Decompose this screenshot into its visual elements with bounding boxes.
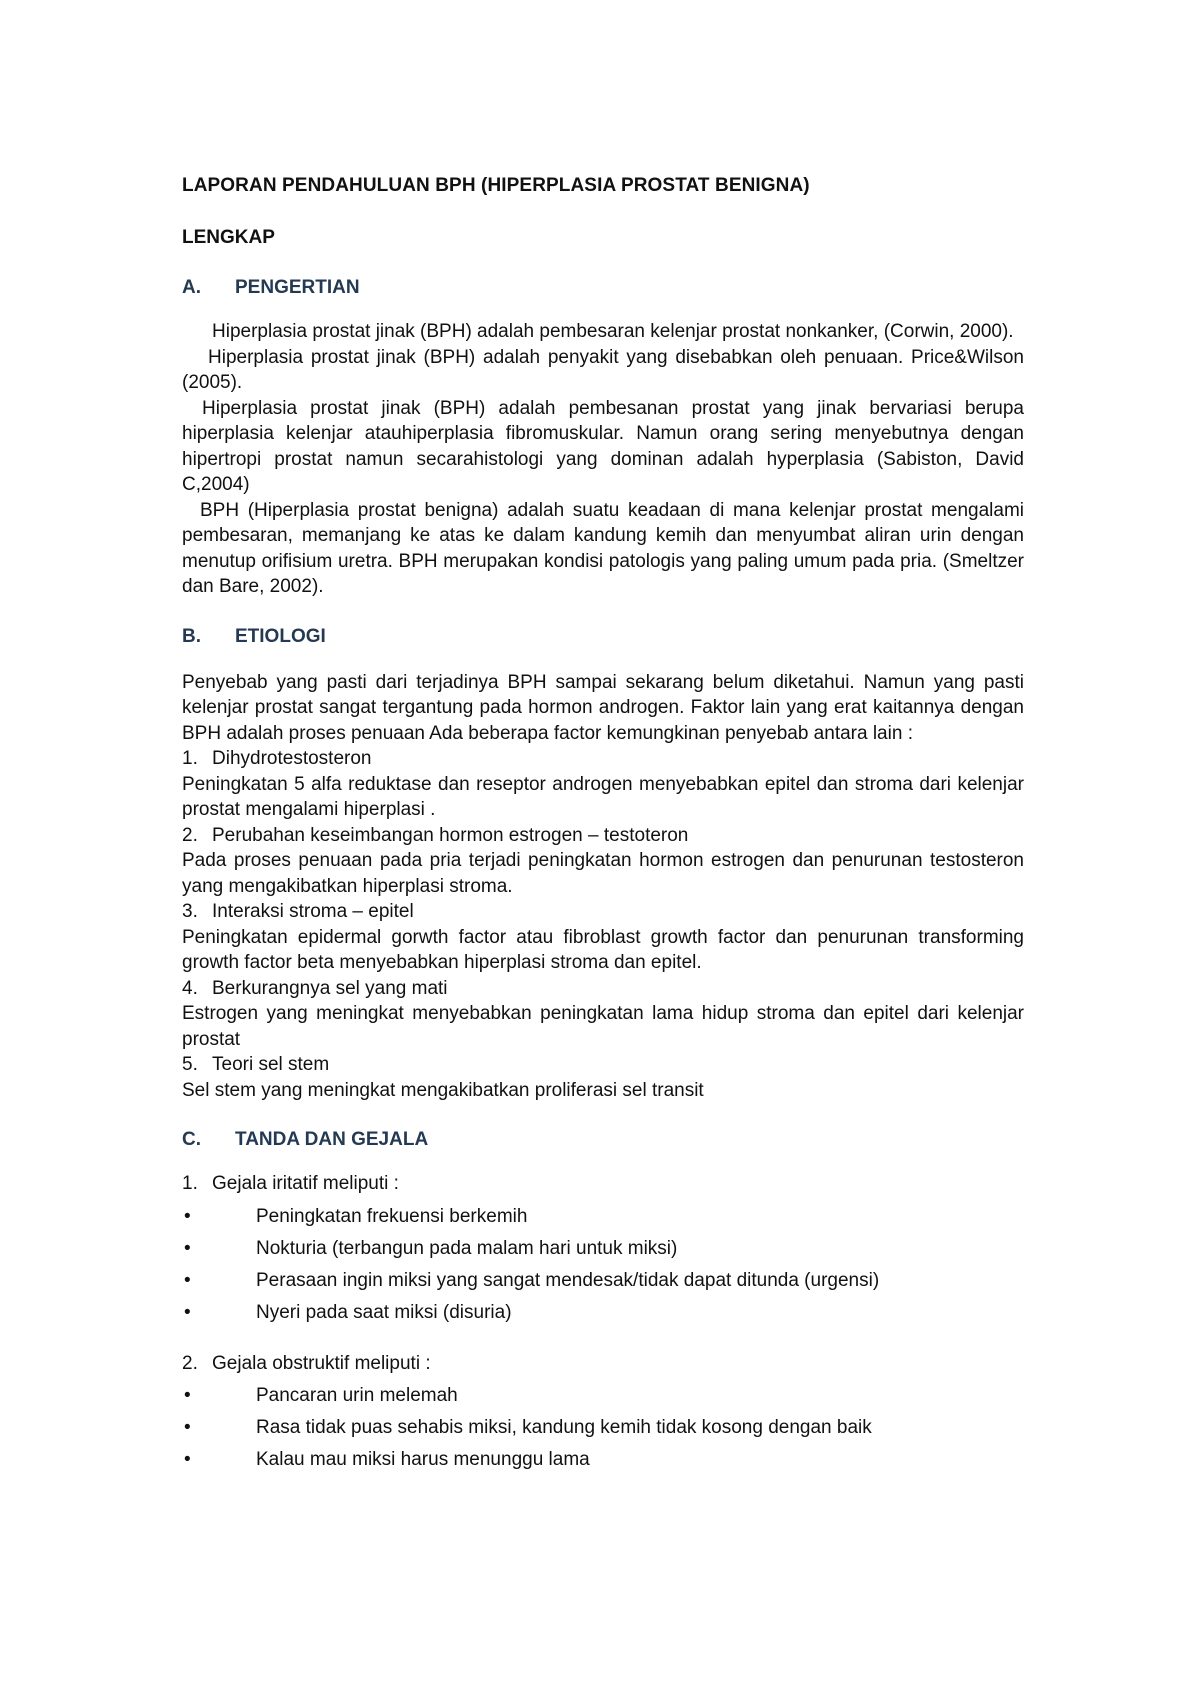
list-item-text: Perasaan ingin miksi yang sangat mendesak/tidak dapat ditunda (urgensi): [256, 1269, 880, 1291]
section-b-letter: B.: [182, 625, 201, 647]
etiology-item-desc: Pada proses penuaan pada pria terjadi peningkatan hormon estrogen dan penurunan testosteron yang mengakibatkan hiperplasi stroma.: [182, 850, 1024, 897]
document-title: LAPORAN PENDAHULUAN BPH (HIPERPLASIA PROSTAT BENIGNA): [182, 175, 810, 196]
bullet-icon: •: [184, 1269, 191, 1291]
bullet-icon: •: [184, 1385, 191, 1406]
etiology-item-desc: Peningkatan epidermal gorwth factor atau fibroblast growth factor dan penurunan transforming growth factor beta menyebabkan hiperplasi stroma dan epitel.: [182, 926, 1024, 973]
bullet-icon: •: [184, 1237, 191, 1259]
bullet-icon: •: [184, 1417, 191, 1438]
section-c-title: TANDA DAN GEJALA: [235, 1129, 429, 1150]
section-a-letter: A.: [182, 277, 201, 298]
section-a-title: PENGERTIAN: [235, 277, 360, 298]
section-b-body: [182, 670, 1024, 1104]
etiology-item-title: [182, 899, 1024, 925]
etiology-item-desc: Peningkatan 5 alfa reduktase dan reseptor androgen menyebabkan epitel dan stroma dari kelenjar prostat mengalami hiperplasi .: [182, 773, 1024, 820]
section-b-title: ETIOLOGI: [235, 625, 326, 647]
symptom-group-irritative: [182, 1171, 1024, 1329]
definition-paragraph: Hiperplasia prostat jinak (BPH) adalah penyakit yang disebabkan oleh penuaan. Price&Wilson (2005).: [182, 346, 1024, 393]
etiology-item-title: [182, 976, 1024, 1002]
item-number: 1.: [182, 748, 198, 769]
list-item: [182, 1265, 1024, 1297]
list-item: [182, 1297, 1024, 1329]
section-c-body: [182, 1171, 1024, 1476]
group-number: 2.: [182, 1352, 198, 1374]
group-title-text: Gejala iritatif meliputi :: [212, 1173, 399, 1194]
list-item-text: Nyeri pada saat miksi (disuria): [256, 1301, 512, 1323]
list-item: [182, 1233, 1024, 1265]
symptom-list: [182, 1380, 1024, 1476]
group-title-text: Gejala obstruktif meliputi :: [212, 1352, 431, 1374]
etiology-item-desc: Estrogen yang meningkat menyebabkan peningkatan lama hidup stroma dan epitel dari kelenjar prostat: [182, 1003, 1024, 1050]
list-item-text: Rasa tidak puas sehabis miksi, kandung kemih tidak kosong dengan baik: [256, 1417, 872, 1438]
section-c-letter: C.: [182, 1129, 201, 1150]
list-item-text: Kalau mau miksi harus menunggu lama: [256, 1449, 590, 1470]
item-title-text: Berkurangnya sel yang mati: [212, 977, 448, 999]
section-a-body: [182, 319, 1024, 600]
group-number: 1.: [182, 1173, 198, 1194]
definition-paragraph: Hiperplasia prostat jinak (BPH) adalah pembesanan prostat yang jinak bervariasi berupa hiperplasia kelenjar atauhiperplasia fibromuskular. Namun orang sering menyebutnya dengan hipertropi prostat namun secarahistologi yang dominan adalah hyperplasia (Sabiston, David C,2004): [182, 397, 1024, 495]
etiology-intro: Penyebab yang pasti dari terjadinya BPH sampai sekarang belum diketahui. Namun yang pasti kelenjar prostat sangat tergantung pada hormon androgen. Faktor lain yang erat kaitannya dengan BPH adalah proses penuaan Ada beberapa factor kemungkinan penyebab antara lain :: [182, 671, 1024, 744]
item-number: 5.: [182, 1054, 198, 1075]
etiology-item-desc: Sel stem yang meningkat mengakibatkan proliferasi sel transit: [182, 1079, 704, 1101]
bullet-icon: •: [184, 1301, 191, 1323]
symptom-group-title: [182, 1351, 1024, 1377]
list-item-text: Nokturia (terbangun pada malam hari untuk miksi): [256, 1237, 678, 1259]
definition-paragraph: BPH (Hiperplasia prostat benigna) adalah suatu keadaan di mana kelenjar prostat mengalami pembesaran, memanjang ke atas ke dalam kandung kemih dan menyumbat aliran urin dengan menutup orifisium uretra. BPH merupakan kondisi patologis yang paling umum pada pria. (Smeltzer dan Bare, 2002).: [182, 499, 1024, 597]
bullet-icon: •: [184, 1205, 191, 1227]
list-item-text: Pancaran urin melemah: [256, 1385, 458, 1406]
item-title-text: Dihydrotestosteron: [212, 748, 372, 769]
item-number: 4.: [182, 977, 198, 999]
list-item: [182, 1201, 1024, 1233]
symptom-group-obstructive: [182, 1351, 1024, 1477]
list-item: [182, 1444, 1024, 1476]
item-number: 3.: [182, 901, 198, 922]
document-subtitle: LENGKAP: [182, 227, 275, 248]
item-title-text: Interaksi stroma – epitel: [212, 901, 414, 922]
document-page: [182, 173, 1024, 1476]
bullet-icon: •: [184, 1449, 191, 1470]
etiology-item-title: [182, 823, 1024, 849]
item-title-text: Perubahan keseimbangan hormon estrogen – testoteron: [212, 824, 689, 846]
list-item: [182, 1412, 1024, 1444]
etiology-item-title: [182, 746, 1024, 772]
definition-paragraph: Hiperplasia prostat jinak (BPH) adalah pembesaran kelenjar prostat nonkanker, (Corwin, 2000).: [212, 321, 1014, 342]
list-item-text: Peningkatan frekuensi berkemih: [256, 1205, 528, 1227]
section-c-heading: [182, 1127, 1024, 1153]
section-a-heading: [182, 275, 1024, 301]
etiology-item-title: [182, 1052, 1024, 1078]
item-number: 2.: [182, 824, 198, 846]
list-item: [182, 1380, 1024, 1412]
item-title-text: Teori sel stem: [212, 1054, 330, 1075]
symptom-group-title: [182, 1171, 1024, 1197]
symptom-list: [182, 1201, 1024, 1329]
section-b-heading: [182, 624, 1024, 650]
